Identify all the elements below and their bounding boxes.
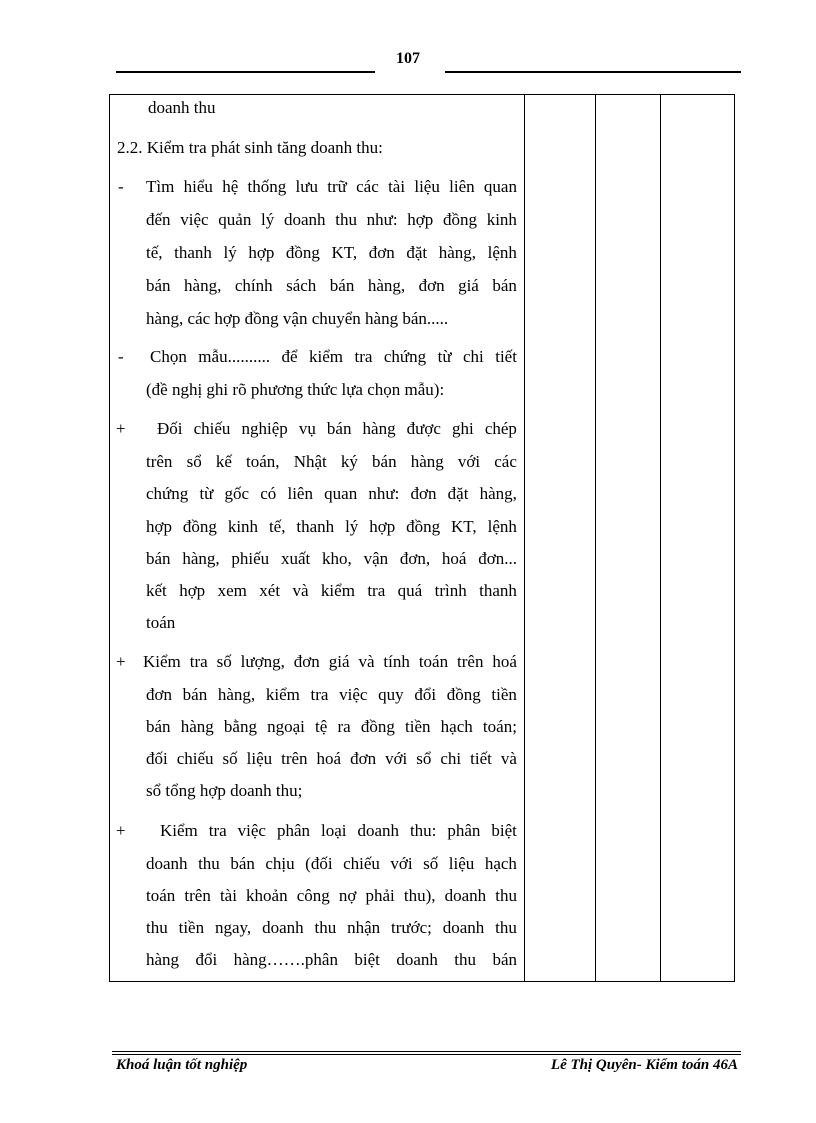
word: biệt — [491, 821, 517, 840]
word: phân — [276, 821, 310, 840]
word: đổi — [414, 685, 437, 704]
word: doanh — [146, 854, 188, 873]
word: đặt — [447, 484, 469, 503]
word: nợ — [338, 886, 357, 905]
word: các — [494, 452, 517, 471]
word: doanh — [442, 918, 485, 937]
word: đơn... — [478, 549, 517, 568]
column-divider — [595, 95, 596, 981]
word: và — [500, 749, 517, 768]
word: gốc — [224, 484, 250, 503]
footer-author: Lê Thị Quyên- Kiểm toán 46A — [550, 1057, 738, 1073]
footer-rule-bottom — [112, 1054, 741, 1055]
word: như: — [366, 210, 398, 229]
word: toán, — [246, 452, 280, 471]
word: đồng — [446, 685, 481, 704]
list-marker: - — [118, 347, 124, 366]
word: thu — [495, 886, 517, 905]
word: Nhật — [293, 452, 327, 471]
item5-line5 — [146, 950, 517, 970]
word: hiểu — [183, 177, 213, 196]
word: tra — [208, 821, 227, 840]
word: lý — [345, 517, 359, 536]
word: hoá — [441, 549, 467, 568]
word: bán — [326, 419, 352, 438]
word: hệ — [222, 177, 239, 196]
word: trên — [457, 652, 484, 671]
word: sách — [286, 276, 317, 295]
word: lý — [223, 243, 237, 262]
word: thanh — [479, 581, 517, 600]
column-divider — [524, 95, 525, 981]
word: giá — [328, 652, 350, 671]
word: đơn — [410, 484, 437, 503]
word: quan — [324, 484, 358, 503]
section-heading: 2.2. Kiểm tra phát sinh tăng doanh thu: — [117, 138, 383, 157]
word: trước; — [391, 918, 432, 937]
word: đồng — [360, 717, 395, 736]
word: tra — [367, 581, 386, 600]
word: hàng, — [184, 276, 222, 295]
word: đơn — [146, 685, 172, 704]
word: chép — [484, 419, 517, 438]
word: phải — [365, 886, 395, 905]
word: kết — [146, 581, 167, 600]
word: kho, — [322, 549, 352, 568]
footer-thesis-title: Khoá luận tốt nghiệp — [116, 1057, 248, 1073]
word: từ — [437, 347, 452, 366]
word: doanh — [262, 918, 304, 937]
word: bán — [492, 950, 517, 969]
word: ghi — [452, 419, 474, 438]
word: đơn — [418, 276, 445, 295]
item3-line3 — [146, 484, 517, 504]
word: như: — [368, 484, 400, 503]
word: hàng, — [217, 685, 256, 704]
word: doanh — [444, 886, 487, 905]
word: thu), — [403, 886, 436, 905]
item3-line2 — [146, 452, 517, 472]
word: tiết — [495, 347, 517, 366]
word: lệnh — [487, 243, 517, 262]
word: liên — [287, 484, 313, 503]
word: phân — [447, 821, 481, 840]
word: tài — [219, 886, 237, 905]
word: lưu — [295, 177, 318, 196]
word: đồng — [182, 517, 217, 536]
item5-line2 — [146, 854, 517, 874]
word: thống — [247, 177, 287, 196]
word: hàng…….phân — [233, 950, 338, 969]
word: thu — [314, 918, 337, 937]
word: lệnh — [487, 517, 517, 536]
word: tiết — [470, 749, 492, 768]
word: liệu — [448, 854, 475, 873]
word: doanh — [396, 950, 438, 969]
word: để — [281, 347, 298, 366]
word: việc — [180, 210, 209, 229]
list-marker: + — [116, 419, 126, 438]
column-divider — [660, 95, 661, 981]
word: vận — [363, 549, 389, 568]
word: tiền — [405, 717, 431, 736]
word: lý — [261, 210, 275, 229]
item1-line3 — [146, 243, 517, 263]
item3-line6 — [146, 581, 517, 601]
item1-line2 — [146, 210, 517, 230]
word: hợp — [369, 517, 396, 536]
continued-line: doanh thu — [148, 98, 216, 117]
item3-line5 — [146, 549, 517, 569]
word: xuất — [280, 549, 311, 568]
word: kinh — [227, 517, 259, 536]
word: mẫu.......... — [198, 347, 271, 366]
word: kiểm — [320, 581, 355, 600]
item5-line3 — [146, 886, 517, 906]
word: số — [423, 854, 439, 873]
word: hợp — [407, 210, 434, 229]
word: chứng — [383, 347, 427, 366]
word: các — [356, 177, 379, 196]
word: Đối — [157, 419, 183, 438]
word: đồng — [285, 243, 320, 262]
word: kiểm — [309, 347, 344, 366]
word: hàng, — [182, 549, 220, 568]
word: trữ — [327, 177, 347, 196]
word: ra — [337, 717, 351, 736]
word: chứng — [146, 484, 189, 503]
word: tài — [388, 177, 406, 196]
item1-line5: hàng, các hợp đồng vận chuyển hàng bán..... — [146, 309, 449, 328]
word: tính — [383, 652, 410, 671]
word: tra — [310, 685, 329, 704]
word: sổ — [416, 749, 432, 768]
word: Kiểm — [160, 821, 198, 840]
word: ký — [340, 452, 358, 471]
word: thu — [454, 950, 477, 969]
word: hàng, — [367, 276, 406, 295]
word: thu — [495, 918, 517, 937]
word: trình — [434, 581, 467, 600]
footer-rule-top — [112, 1051, 741, 1052]
word: tra — [189, 652, 208, 671]
word: toán — [146, 886, 176, 905]
word: bán — [372, 452, 397, 471]
word: đơn, — [399, 549, 431, 568]
item4-line4 — [146, 749, 517, 769]
item4-line1 — [143, 652, 517, 672]
word: lượng, — [240, 652, 285, 671]
item5-line1 — [160, 821, 517, 841]
word: tra — [354, 347, 373, 366]
word: KT, — [451, 517, 477, 536]
word: kinh — [486, 210, 517, 229]
word: thu — [198, 854, 220, 873]
word: chiếu — [343, 854, 380, 873]
word: thu: — [409, 821, 437, 840]
word: KT, — [331, 243, 358, 262]
word: tệ — [315, 717, 328, 736]
word: Chọn — [150, 347, 187, 366]
word: trên — [281, 749, 308, 768]
word: Tìm — [146, 177, 175, 196]
word: ngoại — [267, 717, 305, 736]
word: đơn — [368, 243, 395, 262]
word: quan — [483, 177, 517, 196]
word: bán — [182, 685, 208, 704]
word: (đối — [305, 854, 333, 873]
word: hạch — [484, 854, 517, 873]
word: đồng — [443, 210, 477, 229]
word: hạch — [440, 717, 473, 736]
page-number: 107 — [396, 50, 420, 67]
word: toán — [418, 652, 449, 671]
word: công — [296, 886, 330, 905]
word: chịu — [265, 854, 295, 873]
item3-line4 — [146, 517, 517, 537]
word: nghiệp — [241, 419, 288, 438]
word: hàng — [410, 452, 444, 471]
word: nhận — [347, 918, 381, 937]
word: thu — [146, 918, 168, 937]
word: chiếu — [176, 749, 214, 768]
word: đơn — [293, 652, 320, 671]
header-rule-left — [116, 71, 375, 73]
word: đối — [146, 749, 168, 768]
word: tiền — [178, 918, 205, 937]
word: hợp — [248, 243, 275, 262]
word: số — [222, 749, 238, 768]
word: doanh — [357, 821, 399, 840]
word: số — [216, 652, 232, 671]
word: bán — [146, 549, 171, 568]
item4-line2 — [146, 685, 517, 705]
word: chính — [234, 276, 273, 295]
word: hàng, — [438, 243, 477, 262]
word: trên — [184, 886, 211, 905]
word: sổ — [186, 452, 202, 471]
word: hàng — [146, 950, 180, 969]
word: liệu — [246, 749, 273, 768]
word: với — [457, 452, 481, 471]
word: bán — [230, 854, 255, 873]
word: quy — [378, 685, 404, 704]
word: hợp — [179, 581, 206, 600]
word: hoá — [492, 652, 517, 671]
word: chi — [440, 749, 462, 768]
word: bán — [146, 276, 171, 295]
word: tế, — [268, 517, 286, 536]
word: đơn — [350, 749, 377, 768]
word: thanh — [296, 517, 335, 536]
word: hàng — [362, 419, 396, 438]
word: việc — [339, 685, 368, 704]
word: thu — [335, 210, 357, 229]
list-marker: + — [116, 821, 126, 840]
word: thanh — [174, 243, 212, 262]
word: khoản — [246, 886, 288, 905]
word: đặt — [406, 243, 428, 262]
item4-line3 — [146, 717, 517, 737]
header-rule-right — [445, 71, 741, 73]
item3-line1 — [157, 419, 517, 439]
item3-line7: toán — [146, 613, 176, 632]
word: toán; — [482, 717, 517, 736]
item2-line2: (đề nghị ghi rõ phương thức lựa chọn mẫu): — [146, 380, 445, 399]
word: với — [385, 749, 408, 768]
word: vụ — [298, 419, 316, 438]
word: hàng, — [479, 484, 517, 503]
word: biệt — [354, 950, 380, 969]
list-marker: + — [116, 652, 126, 671]
list-marker: - — [118, 177, 124, 196]
item4-line5: sổ tổng hợp doanh thu; — [146, 781, 303, 800]
word: liên — [449, 177, 475, 196]
word: bán — [492, 276, 517, 295]
word: từ — [199, 484, 214, 503]
word: bán — [329, 276, 355, 295]
audit-procedure-table — [109, 94, 735, 982]
word: chiếu — [193, 419, 231, 438]
word: và — [358, 652, 375, 671]
word: kế — [215, 452, 232, 471]
word: xem — [217, 581, 247, 600]
item2-line1 — [150, 347, 517, 367]
word: được — [406, 419, 441, 438]
word: kiểm — [265, 685, 300, 704]
word: chi — [462, 347, 484, 366]
word: có — [260, 484, 277, 503]
word: Kiểm — [143, 652, 181, 671]
item1-line1 — [146, 177, 517, 197]
word: bán — [146, 717, 171, 736]
word: liệu — [414, 177, 440, 196]
word: quá — [397, 581, 423, 600]
word: quản — [218, 210, 252, 229]
word: trên — [146, 452, 173, 471]
word: hoá — [316, 749, 342, 768]
word: tế, — [146, 243, 163, 262]
item5-line4 — [146, 918, 517, 938]
word: đổi — [195, 950, 218, 969]
word: đồng — [406, 517, 441, 536]
word: xét — [259, 581, 281, 600]
item1-line4 — [146, 276, 517, 296]
word: và — [292, 581, 309, 600]
word: bằng — [223, 717, 257, 736]
word: tiền — [491, 685, 517, 704]
word: hàng — [180, 717, 214, 736]
word: loại — [320, 821, 347, 840]
word: với — [390, 854, 413, 873]
word: phiếu — [231, 549, 270, 568]
word: doanh — [283, 210, 326, 229]
word: ngay, — [214, 918, 252, 937]
word: giá — [458, 276, 479, 295]
word: hợp — [146, 517, 172, 536]
word: việc — [237, 821, 266, 840]
word: đến — [146, 210, 171, 229]
